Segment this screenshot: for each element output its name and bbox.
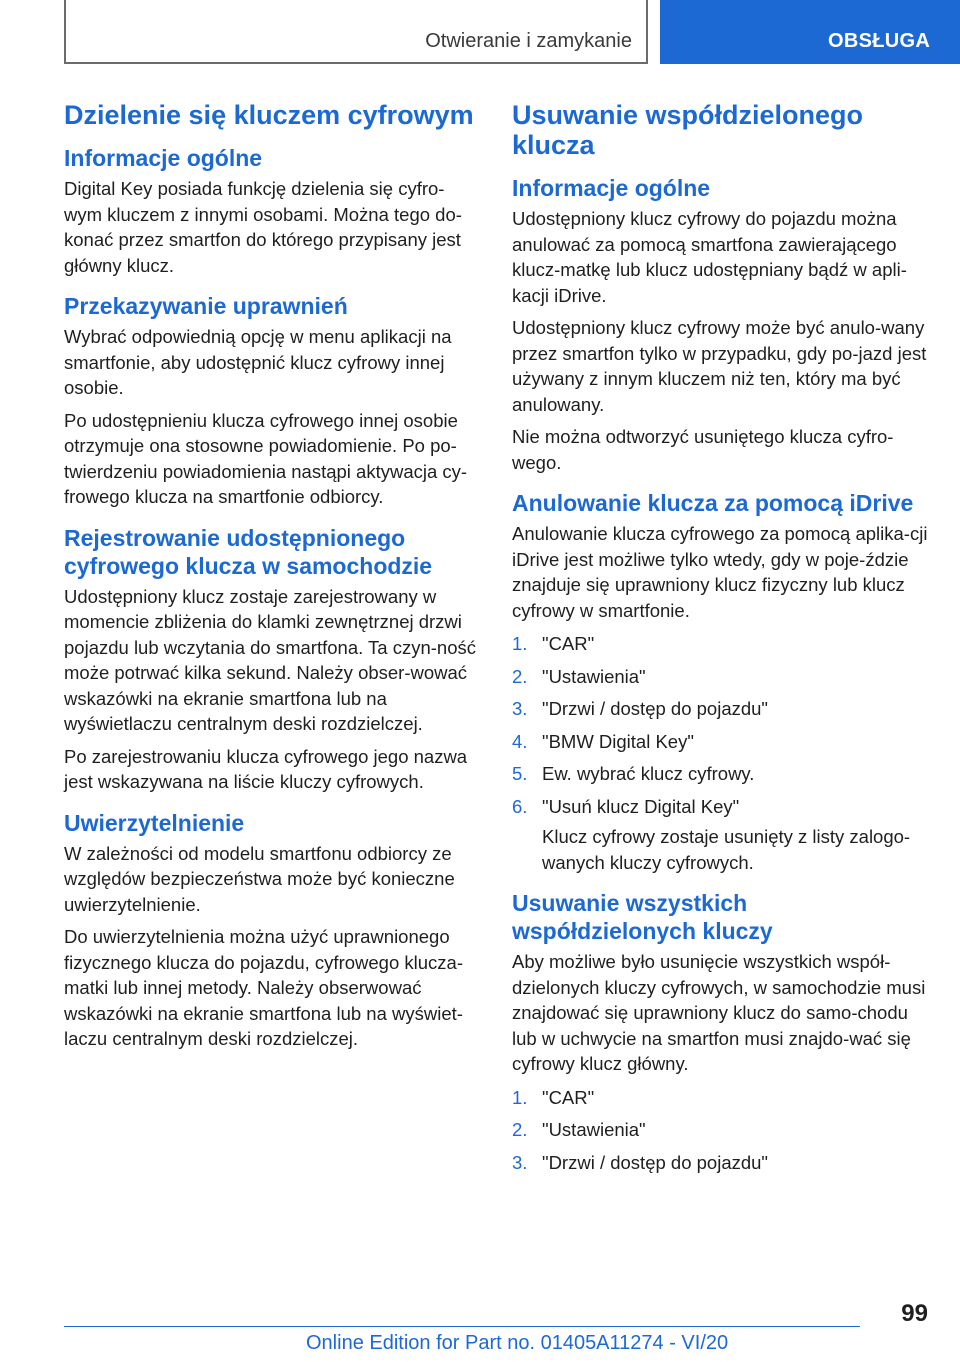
left-subheading-general: Informacje ogólne <box>64 145 263 171</box>
step-text: "Ustawienia" <box>542 665 646 687</box>
step-number: 1. <box>512 1086 528 1108</box>
step-number: 6. <box>512 795 528 817</box>
left-subheading-permissions: Przekazywanie uprawnień <box>64 293 348 319</box>
step-text: "Drzwi / dostęp do pojazdu" <box>542 698 769 719</box>
step-text: "Usuń klucz Digital Key" <box>542 795 740 817</box>
section-title: Otwieranie i zamykanie <box>425 30 632 52</box>
list-item <box>512 794 928 876</box>
step-text: "Drzwi / dostęp do pojazdu" <box>542 1151 769 1173</box>
list-item <box>512 664 928 690</box>
right-column <box>512 100 928 1185</box>
left-heading: Dzielenie się kluczem cyfrowym <box>64 100 474 130</box>
right-heading: Usuwanie współdzielonego klucza <box>512 100 864 160</box>
paragraph: Wybrać odpowiednią opcję w menu aplikacji na smartfonie, aby udostępnić klucz cyfrowy innej osobie. <box>64 326 452 398</box>
delete-all-steps-list <box>512 1085 928 1176</box>
left-subheading-registration: Rejestrowanie udostępnionego cyfrowego klucza w samochodzie <box>64 524 433 579</box>
paragraph: Do uwierzytelnienia można użyć uprawnionego fizycznego klucza do pojazdu, cyfrowego klucza-matki lub innej metody. Należy obserwować wskazówki na ekranie smartfona lub na wyświet-laczu centralnym deski rozdzielczej. <box>64 926 463 1049</box>
page-number: 99 <box>901 1300 928 1327</box>
step-text: "CAR" <box>542 1086 595 1108</box>
paragraph: Po udostępnieniu klucza cyfrowego innej osobie otrzymuje ona stosowne powiadomienie. Po po-twierdzeniu powiadomienia nastąpi aktywacja cy-frowego klucza na smartfonie odbiorcy. <box>64 409 468 507</box>
list-item <box>512 729 928 755</box>
paragraph: Anulowanie klucza cyfrowego za pomocą aplika-cji iDrive jest możliwe tylko wtedy, gdy w poje-ździe znajduje się uprawniony klucz fizyczny lub klucz cyfrowy w smartfonie. <box>512 523 928 621</box>
step-text: "Ustawienia" <box>542 1119 646 1140</box>
paragraph: Udostępniony klucz zostaje zarejestrowany w momencie zbliżenia do klamki zewnętrznej drzwi pojazdu lub wczytania do smartfona. Ta czyn-ność może potrwać kilka sekund. Należy obser-wować wskazówki na ekranie smartfona lub na wyświetlaczu centralnym deski rozdzielczej. <box>64 585 477 734</box>
step-text: "CAR" <box>542 633 595 654</box>
step-number: 2. <box>512 1119 528 1140</box>
list-item <box>512 1085 928 1111</box>
paragraph: Udostępniony klucz cyfrowy do pojazdu można anulować za pomocą smartfona zawierającego klucz-matkę lub klucz udostępniany bądź w apli-kacji iDrive. <box>512 208 907 306</box>
page-header <box>0 0 960 66</box>
list-item <box>512 696 928 722</box>
step-number: 3. <box>512 1151 528 1173</box>
step-number: 5. <box>512 763 528 784</box>
paragraph: Aby możliwe było usunięcie wszystkich współ-dzielonych kluczy cyfrowych, w samochodzie musi znajdować się uprawniony klucz do samo-chodu lub w uchwycie na smartfon musi znajdo-wać się cyfrowy klucz główny. <box>512 951 926 1074</box>
paragraph: Nie można odtworzyć usuniętego klucza cyfro-wego. <box>512 426 894 473</box>
step-number: 4. <box>512 730 528 752</box>
idrive-steps-list <box>512 631 928 875</box>
step-number: 2. <box>512 665 528 687</box>
chapter-tab <box>660 0 960 64</box>
right-subheading-general: Informacje ogólne <box>512 175 711 201</box>
paragraph: Digital Key posiada funkcję dzielenia się cyfro-wym kluczem z innymi osobami. Można tego do-konać przez smartfon do którego przypisany jest główny klucz. <box>64 178 462 276</box>
step-number: 3. <box>512 698 528 719</box>
footer-divider <box>64 1326 860 1327</box>
step-text: Ew. wybrać klucz cyfrowy. <box>542 763 755 784</box>
paragraph: Udostępniony klucz cyfrowy może być anulo-wany przez smartfon tylko w przypadku, gdy po-jazd jest używany z innym kluczem niż ten, który ma być anulowany. <box>512 317 927 415</box>
list-item <box>512 1150 928 1176</box>
step-text: "BMW Digital Key" <box>542 730 694 752</box>
paragraph: Po zarejestrowaniu klucza cyfrowego jego nazwa jest wskazywana na liście kluczy cyfrowych. <box>64 745 468 792</box>
left-subheading-authentication: Uwierzytelnienie <box>64 809 245 836</box>
left-column <box>64 100 478 1059</box>
list-item <box>512 1117 928 1143</box>
section-header-box <box>64 0 648 64</box>
chapter-tab-label: OBSŁUGA <box>828 30 931 52</box>
right-subheading-idrive: Anulowanie klucza za pomocą iDrive <box>512 490 914 516</box>
step-number: 1. <box>512 633 528 654</box>
list-item <box>512 761 928 787</box>
right-subheading-delete-all: Usuwanie wszystkich współdzielonych kluczy <box>512 890 773 944</box>
paragraph: W zależności od modelu smartfonu odbiorcy ze względów bezpieczeństwa może być konieczne uwierzytelnienie. <box>64 842 455 915</box>
list-item <box>512 631 928 657</box>
edition-footer: Online Edition for Part no. 01405A11274 - VI/20 <box>306 1332 729 1354</box>
step-subtext: Klucz cyfrowy zostaje usunięty z listy zalogo-wanych kluczy cyfrowych. <box>542 826 911 873</box>
